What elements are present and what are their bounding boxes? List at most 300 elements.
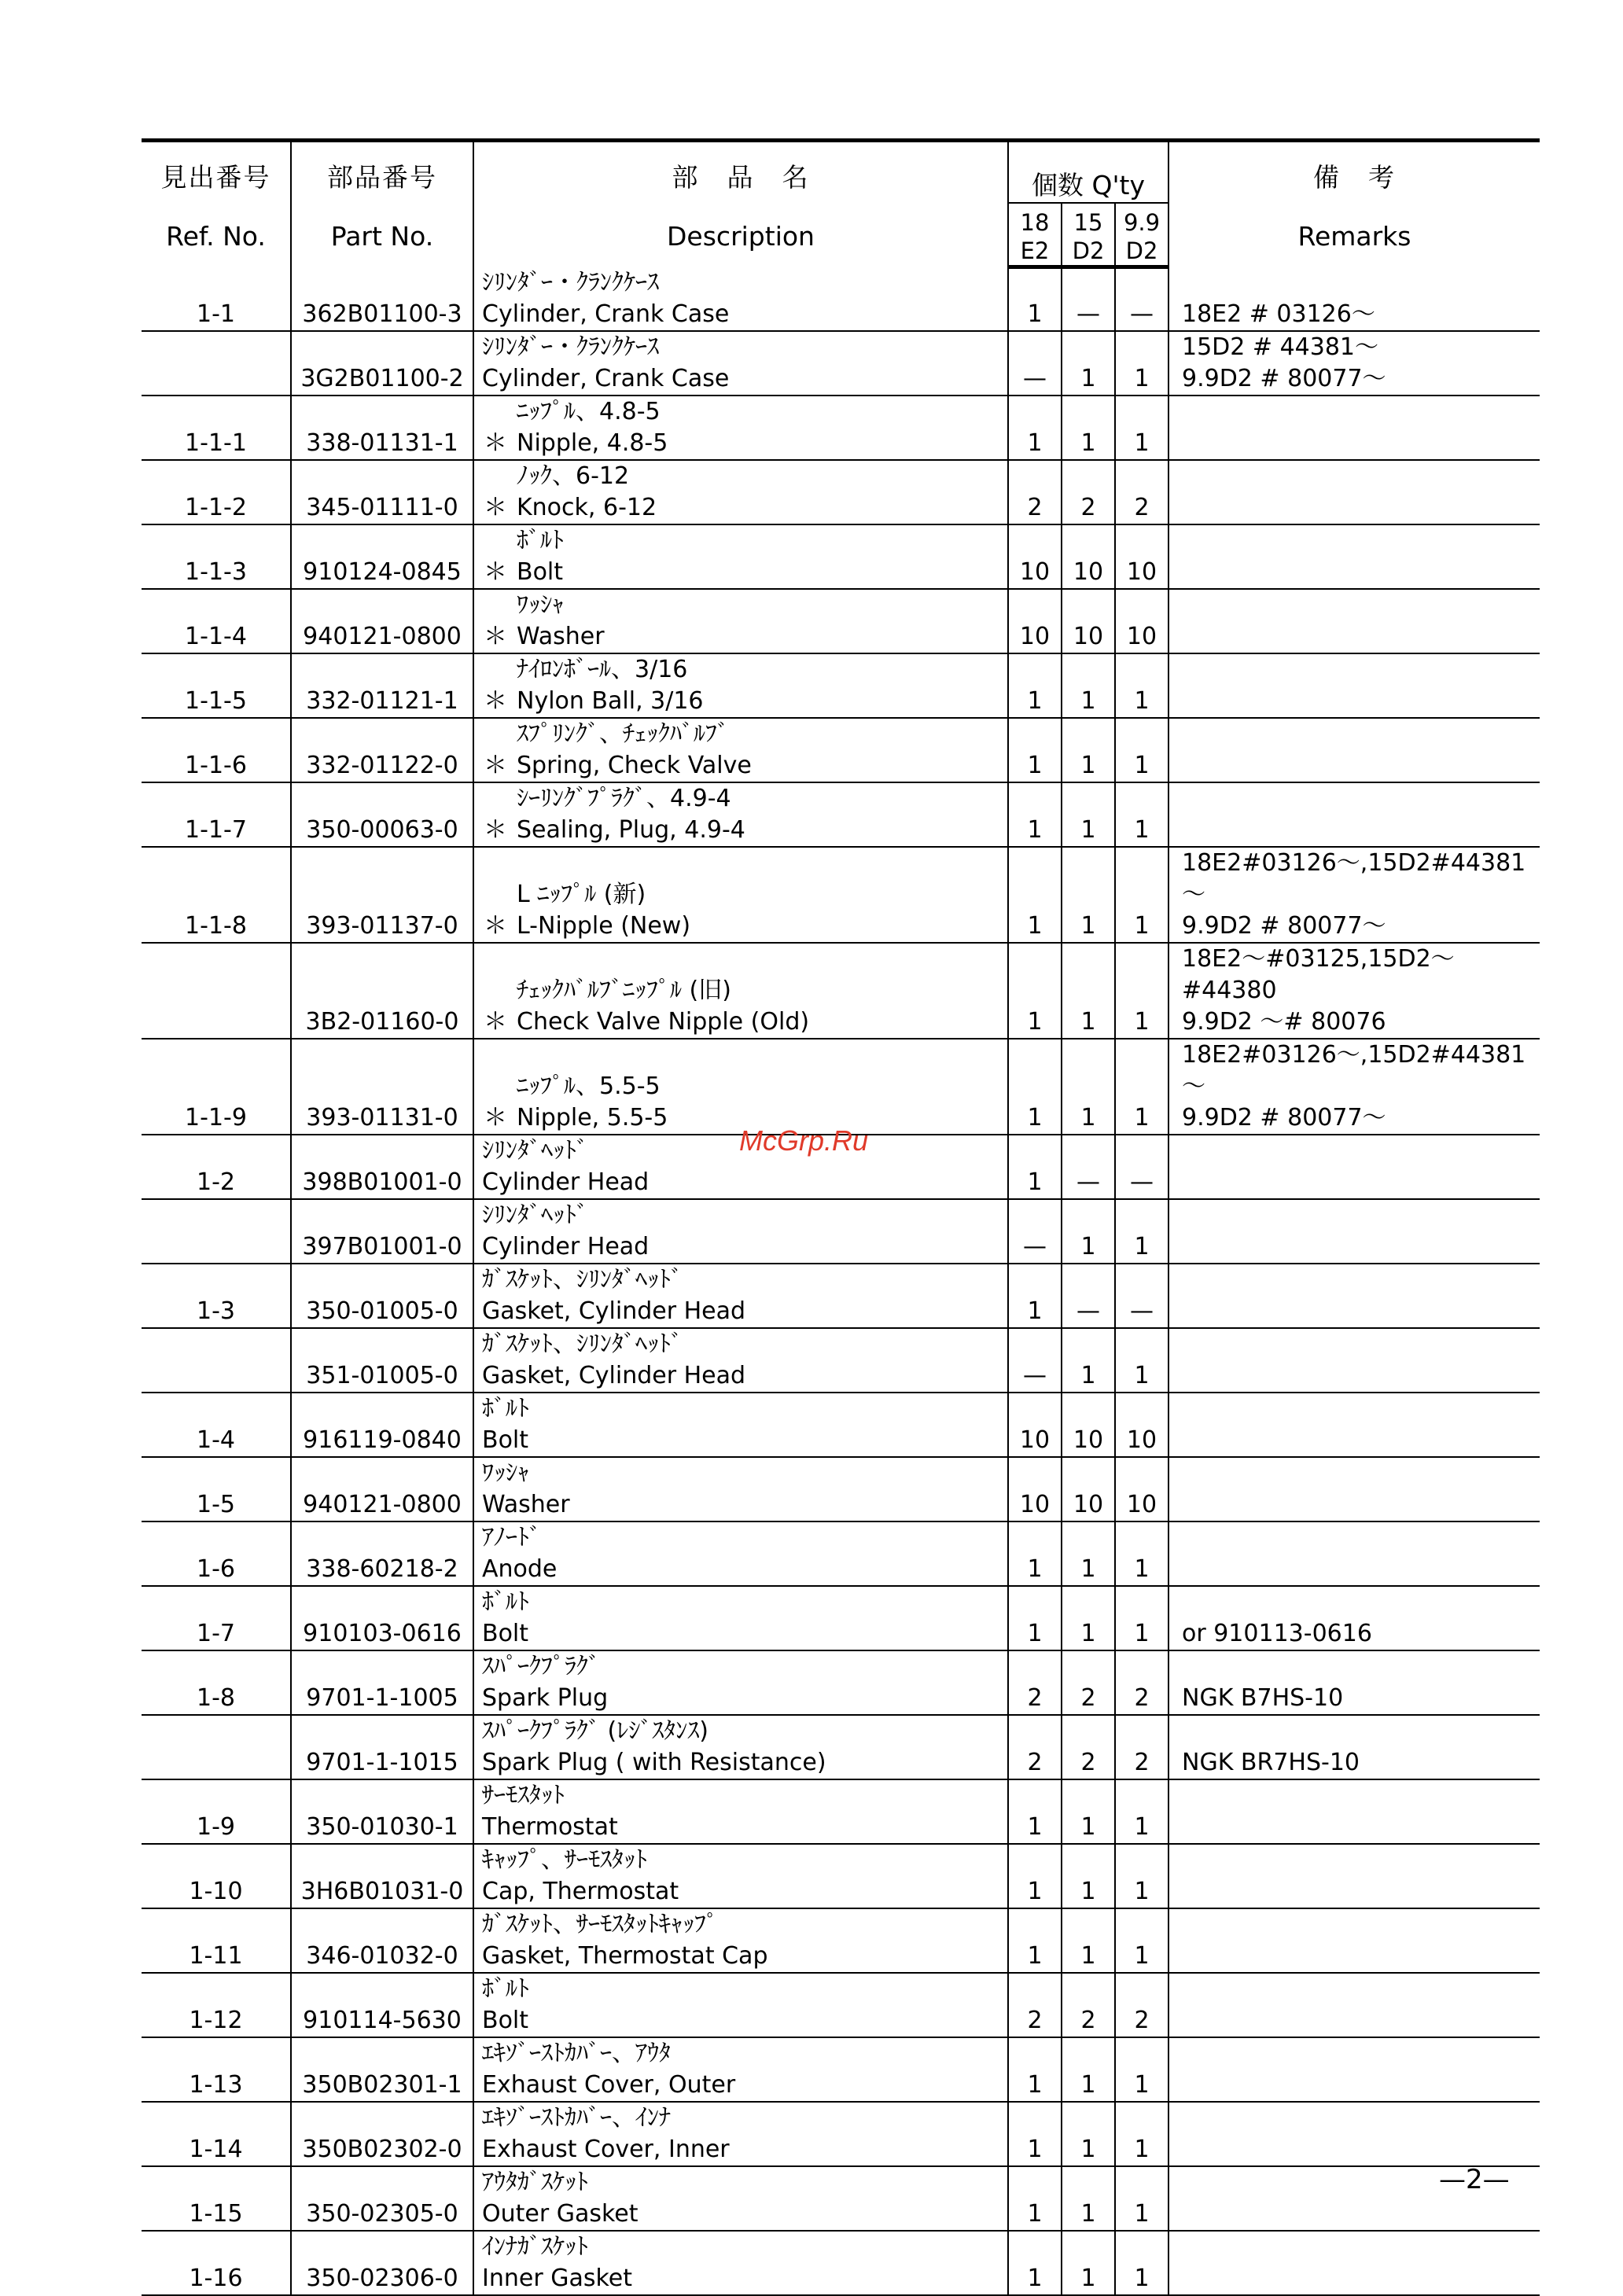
remarks-line-1 [1182,719,1540,750]
qty-18e2: 1 [1008,2037,1062,2102]
remarks-line-2: 9.9D2 # 80077～ [1182,912,1386,940]
part-no: 3B2-01160-0 [291,943,473,1039]
remarks-line-2: or 910113-0616 [1182,1620,1372,1647]
qty-99d2: 10 [1115,1457,1168,1521]
description [473,1264,1008,1328]
parts-body [142,267,1540,2296]
table-row [142,1779,1540,1844]
remarks [1168,267,1540,332]
remarks [1168,1586,1540,1650]
description-jp: ﾉｯｸ、6-12 [517,462,630,490]
remarks-line-2 [1182,686,1540,717]
remarks-line-1 [1182,654,1540,686]
description-jp: ｼﾘﾝﾀﾞﾍｯﾄﾞ [482,1137,588,1165]
description-en: Thermostat [482,1813,618,1841]
header-part: 部品番号 Part No. [291,141,473,267]
part-no: 350-00063-0 [291,782,473,847]
qty-18e2: 1 [1008,1779,1062,1844]
remarks-line-1 [1182,267,1540,299]
description-jp: ｶﾞｽｹｯﾄ、ｼﾘﾝﾀﾞﾍｯﾄﾞ [482,1266,683,1293]
remarks [1168,1457,1540,1521]
qty-99d2: 1 [1115,1908,1168,1973]
description-en: Nylon Ball, 3/16 [517,687,704,715]
remarks [1168,943,1540,1039]
description-en: Washer [517,623,605,650]
remarks-line-2 [1182,1296,1540,1327]
description-jp: ｷｬｯﾌﾟ、ｻｰﾓｽﾀｯﾄ [482,1846,647,1874]
ref-no: 1-16 [142,2231,291,2295]
description-jp: ﾅｲﾛﾝﾎﾞｰﾙ、3/16 [517,656,688,683]
part-no: 3G2B01100-2 [291,331,473,396]
remarks-line-2 [1182,1876,1540,1908]
remarks-line-2 [1182,815,1540,846]
part-no: 397B01001-0 [291,1199,473,1264]
description-en: Washer [482,1491,570,1518]
description-en: Outer Gasket [482,2200,639,2228]
ref-no: 1-5 [142,1457,291,1521]
ref-no: 1-1-1 [142,396,291,460]
table-row [142,2037,1540,2102]
remarks [1168,1779,1540,1844]
qty-99d2: — [1115,1135,1168,1199]
description-jp: ﾁｪｯｸﾊﾞﾙﾌﾞﾆｯﾌﾟﾙ (旧) [517,977,731,1004]
part-no: 345-01111-0 [291,460,473,524]
qty-99d2: 1 [1115,2166,1168,2231]
description-en: Spring, Check Valve [517,752,752,779]
remarks [1168,589,1540,653]
qty-15d2: 1 [1062,782,1115,847]
description [473,1586,1008,1650]
table-row [142,2102,1540,2166]
remarks [1168,1650,1540,1715]
description [473,1039,1008,1135]
ref-no: 1-1 [142,267,291,332]
description-en: Cylinder Head [482,1168,650,1196]
qty-15d2: 2 [1062,1650,1115,1715]
remarks-line-2: 9.9D2 ～# 80076 [1182,1008,1386,1036]
qty-15d2: 1 [1062,2102,1115,2166]
qty-15d2: 2 [1062,1715,1115,1779]
table-row [142,589,1540,653]
ref-no [142,1199,291,1264]
part-no: 350B02302-0 [291,2102,473,2166]
table-row [142,782,1540,847]
qty-99d2: 1 [1115,718,1168,782]
description-jp: L ﾆｯﾌﾟﾙ (新) [517,881,646,908]
remarks-line-1: 15D2 # 44381～ [1182,333,1379,361]
table-row [142,460,1540,524]
qty-99d2: 1 [1115,1328,1168,1393]
description [473,2102,1008,2166]
qty-18e2: 2 [1008,1650,1062,1715]
ref-no: 1-1-7 [142,782,291,847]
qty-99d2: 1 [1115,2037,1168,2102]
table-row [142,943,1540,1039]
qty-99d2: 1 [1115,847,1168,943]
part-no: 393-01131-0 [291,1039,473,1135]
remarks-line-1 [1182,1393,1540,1425]
part-no: 350-01030-1 [291,1779,473,1844]
part-no: 351-01005-0 [291,1328,473,1393]
qty-99d2: 1 [1115,2231,1168,2295]
part-no: 346-01032-0 [291,1908,473,1973]
qty-15d2: 1 [1062,718,1115,782]
remarks-line-2 [1182,492,1540,524]
part-no: 350-02305-0 [291,2166,473,2231]
table-row [142,1844,1540,1908]
description-en: Anode [482,1555,558,1583]
qty-15d2: 10 [1062,589,1115,653]
description-jp: ｲﾝﾅｶﾞｽｹｯﾄ [482,2233,588,2261]
ref-no [142,943,291,1039]
description [473,1199,1008,1264]
description-jp: ｶﾞｽｹｯﾄ、ｻｰﾓｽﾀｯﾄｷｬｯﾌﾟ [482,1911,718,1938]
description [473,331,1008,396]
description-en: Cylinder, Crank Case [482,300,730,328]
header-qty-18e2: 18 E2 [1008,203,1062,267]
description-en: Cylinder, Crank Case [482,365,730,392]
description [473,1844,1008,1908]
qty-18e2: 1 [1008,1135,1062,1199]
remarks [1168,1264,1540,1328]
asterisk-mark: ＊ [484,429,507,457]
description-jp: ﾆｯﾌﾟﾙ、5.5-5 [517,1073,661,1100]
ref-no: 1-9 [142,1779,291,1844]
remarks-line-2 [1182,2263,1540,2294]
qty-99d2: 1 [1115,653,1168,718]
parts-table [142,138,1540,2296]
ref-no: 1-2 [142,1135,291,1199]
qty-15d2: 10 [1062,1457,1115,1521]
ref-no: 1-1-6 [142,718,291,782]
description-en: Sealing, Plug, 4.9-4 [517,816,745,844]
remarks-line-1 [1182,2232,1540,2263]
part-no: 338-01131-1 [291,396,473,460]
remarks [1168,460,1540,524]
part-no: 362B01100-3 [291,267,473,332]
description [473,1457,1008,1521]
qty-15d2: 1 [1062,396,1115,460]
qty-99d2: 1 [1115,782,1168,847]
description [473,1328,1008,1393]
qty-15d2: 2 [1062,1973,1115,2037]
remarks [1168,1908,1540,1973]
remarks-line-1 [1182,461,1540,492]
ref-no: 1-1-9 [142,1039,291,1135]
description [473,1779,1008,1844]
description-en: Bolt [482,2007,529,2034]
description-en: Inner Gasket [482,2265,632,2292]
part-no: 9701-1-1005 [291,1650,473,1715]
asterisk-mark: ＊ [484,623,507,650]
remarks-line-2 [1182,428,1540,459]
part-no: 398B01001-0 [291,1135,473,1199]
description-jp: ﾎﾞﾙﾄ [517,527,564,554]
remarks-line-1 [1182,1780,1540,1812]
part-no: 338-60218-2 [291,1521,473,1586]
remarks [1168,1521,1540,1586]
qty-99d2: 1 [1115,1521,1168,1586]
remarks-line-2: 9.9D2 # 80077～ [1182,365,1386,392]
qty-18e2: 2 [1008,460,1062,524]
ref-no: 1-15 [142,2166,291,2231]
description-en: Bolt [517,558,564,586]
qty-99d2: 2 [1115,460,1168,524]
remarks-line-2 [1182,1554,1540,1585]
description-jp: ﾜｯｼｬ [517,591,564,619]
part-no: 9701-1-1015 [291,1715,473,1779]
remarks-line-1 [1182,525,1540,557]
ref-no: 1-1-8 [142,847,291,943]
description [473,1521,1008,1586]
remarks-line-2 [1182,1941,1540,1972]
remarks-line-2: 18E2 # 03126～ [1182,300,1375,328]
description-en: Exhaust Cover, Outer [482,2071,736,2099]
table-row [142,1715,1540,1779]
ref-no: 1-7 [142,1586,291,1650]
remarks-line-2 [1182,1231,1540,1263]
description-en: Nipple, 5.5-5 [517,1104,668,1131]
qty-15d2: 1 [1062,1039,1115,1135]
description-jp: ｱﾉｰﾄﾞ [482,1524,541,1551]
qty-18e2: 10 [1008,589,1062,653]
qty-18e2: 1 [1008,2102,1062,2166]
remarks [1168,1135,1540,1199]
description [473,718,1008,782]
table-row [142,1039,1540,1135]
description-jp: ｽﾊﾟｰｸﾌﾟﾗｸﾞ (ﾚｼﾞｽﾀﾝｽ) [482,1717,708,1745]
table-row [142,331,1540,396]
description-jp: ｴｷｿﾞｰｽﾄｶﾊﾞｰ、ｱｳﾀ [482,2040,671,2067]
table-row [142,2166,1540,2231]
qty-15d2: — [1062,1135,1115,1199]
qty-18e2: 1 [1008,943,1062,1039]
qty-15d2: 1 [1062,653,1115,718]
remarks-line-2: 9.9D2 # 80077～ [1182,1104,1386,1131]
asterisk-mark: ＊ [484,494,507,521]
description [473,782,1008,847]
qty-15d2: 1 [1062,1521,1115,1586]
qty-99d2: 1 [1115,331,1168,396]
part-no: 910103-0616 [291,1586,473,1650]
table-row [142,1264,1540,1328]
table-row [142,524,1540,589]
qty-99d2: 10 [1115,1393,1168,1457]
table-row [142,1457,1540,1521]
qty-18e2: 1 [1008,782,1062,847]
description [473,460,1008,524]
description-jp: ﾎﾞﾙﾄ [482,1395,529,1422]
part-no: 940121-0800 [291,589,473,653]
qty-99d2: 1 [1115,1586,1168,1650]
header-remarks: 備 考 Remarks [1168,141,1540,267]
table-row [142,1521,1540,1586]
ref-no: 1-1-5 [142,653,291,718]
description [473,653,1008,718]
qty-99d2: 1 [1115,1779,1168,1844]
qty-15d2: 1 [1062,1199,1115,1264]
ref-no: 1-1-3 [142,524,291,589]
qty-18e2: — [1008,1199,1062,1264]
part-no: 910124-0845 [291,524,473,589]
qty-99d2: 2 [1115,1973,1168,2037]
remarks-line-2: NGK BR7HS-10 [1182,1749,1360,1776]
remarks [1168,1039,1540,1135]
remarks-line-1: 18E2#03126～,15D2#44381～ [1182,1041,1526,1100]
description [473,396,1008,460]
remarks [1168,396,1540,460]
description [473,1393,1008,1457]
table-row [142,1973,1540,2037]
page-number: —2— [1439,2164,1510,2195]
remarks [1168,847,1540,943]
remarks-line-1 [1182,2103,1540,2134]
header-qty-99d2: 9.9 D2 [1115,203,1168,267]
ref-no: 1-6 [142,1521,291,1586]
remarks-line-1 [1182,1909,1540,1941]
description-en: Bolt [482,1620,529,1647]
remarks-line-2 [1182,2134,1540,2165]
ref-no [142,1715,291,1779]
remarks-line-1 [1182,783,1540,815]
description-en: Check Valve Nipple (Old) [517,1008,810,1036]
description-en: L-Nipple (New) [517,912,691,940]
qty-15d2: 10 [1062,1393,1115,1457]
description [473,524,1008,589]
description [473,847,1008,943]
header-qty-15d2: 15 D2 [1062,203,1115,267]
qty-99d2: 1 [1115,1199,1168,1264]
ref-no [142,1328,291,1393]
description-jp: ｼﾘﾝﾀﾞｰ・ｸﾗﾝｸｹｰｽ [482,333,659,361]
remarks-line-1 [1182,1200,1540,1231]
part-no: 393-01137-0 [291,847,473,943]
qty-18e2: 1 [1008,1586,1062,1650]
remarks [1168,2037,1540,2102]
description-en: Gasket, Cylinder Head [482,1297,746,1325]
remarks [1168,1973,1540,2037]
remarks-line-1 [1182,1135,1540,1167]
remarks [1168,1393,1540,1457]
description-jp: ｼﾘﾝﾀﾞﾍｯﾄﾞ [482,1201,588,1229]
qty-18e2: 2 [1008,1973,1062,2037]
table-row [142,1650,1540,1715]
table-row [142,653,1540,718]
ref-no: 1-10 [142,1844,291,1908]
table-row [142,1328,1540,1393]
qty-15d2: 1 [1062,943,1115,1039]
header-qty: 個数 Q'ty [1008,141,1168,204]
description-jp: ｼｰﾘﾝｸﾞﾌﾟﾗｸﾞ、4.9-4 [517,785,731,812]
part-no: 350-01005-0 [291,1264,473,1328]
description-en: Cylinder Head [482,1233,650,1260]
asterisk-mark: ＊ [484,558,507,586]
table-row [142,267,1540,332]
remarks-line-2 [1182,2005,1540,2037]
remarks-line-2 [1182,1812,1540,1843]
qty-18e2: 10 [1008,1393,1062,1457]
remarks-line-1 [1182,1329,1540,1360]
qty-18e2: 1 [1008,1521,1062,1586]
remarks [1168,1199,1540,1264]
remarks-line-1 [1182,1264,1540,1296]
description [473,1908,1008,1973]
description-jp: ｻｰﾓｽﾀｯﾄ [482,1782,565,1809]
table-row [142,396,1540,460]
qty-99d2: 10 [1115,524,1168,589]
remarks-line-1 [1182,1651,1540,1683]
ref-no: 1-11 [142,1908,291,1973]
ref-no: 1-4 [142,1393,291,1457]
remarks [1168,524,1540,589]
part-no: 332-01121-1 [291,653,473,718]
qty-18e2: 1 [1008,1039,1062,1135]
part-no: 350B02301-1 [291,2037,473,2102]
header-description: 部 品 名 Description [473,141,1008,267]
watermark: McGrp.Ru [739,1124,869,1157]
qty-15d2: 1 [1062,1586,1115,1650]
asterisk-mark: ＊ [484,1104,507,1131]
remarks-line-2 [1182,1489,1540,1521]
description-en: Spark Plug [482,1684,609,1712]
remarks-line-1 [1182,1845,1540,1876]
part-no: 3H6B01031-0 [291,1844,473,1908]
description [473,2231,1008,2295]
remarks-line-2 [1182,621,1540,653]
part-no: 350-02306-0 [291,2231,473,2295]
description [473,267,1008,332]
remarks [1168,1844,1540,1908]
qty-18e2: 1 [1008,1844,1062,1908]
qty-15d2: 10 [1062,524,1115,589]
remarks-line-2 [1182,2070,1540,2101]
qty-99d2: 2 [1115,1715,1168,1779]
qty-15d2: 1 [1062,1328,1115,1393]
qty-15d2: 1 [1062,2166,1115,2231]
description-en: Spark Plug ( with Resistance) [482,1749,826,1776]
qty-18e2: — [1008,331,1062,396]
qty-15d2: 1 [1062,847,1115,943]
ref-no [142,331,291,396]
description-jp: ﾆｯﾌﾟﾙ、4.8-5 [517,398,661,425]
ref-no: 1-12 [142,1973,291,2037]
qty-99d2: 1 [1115,396,1168,460]
qty-18e2: 1 [1008,718,1062,782]
asterisk-mark: ＊ [484,1008,507,1036]
ref-no: 1-14 [142,2102,291,2166]
remarks-line-1: 18E2#03126～,15D2#44381～ [1182,849,1526,908]
qty-18e2: 1 [1008,847,1062,943]
asterisk-mark: ＊ [484,816,507,844]
qty-18e2: 1 [1008,653,1062,718]
description [473,2166,1008,2231]
remarks-line-2: NGK B7HS-10 [1182,1684,1344,1712]
description-jp: ｽﾊﾟｰｸﾌﾟﾗｸﾞ [482,1653,600,1680]
remarks-line-1: 18E2～#03125,15D2～#44380 [1182,945,1455,1004]
ref-no: 1-1-4 [142,589,291,653]
remarks-line-1 [1182,1716,1540,1747]
remarks [1168,653,1540,718]
qty-15d2: 1 [1062,2037,1115,2102]
table-row [142,1199,1540,1264]
remarks [1168,2231,1540,2295]
description [473,1650,1008,1715]
description [473,2037,1008,2102]
remarks-line-1 [1182,1522,1540,1554]
description-en: Exhaust Cover, Inner [482,2136,730,2163]
description [473,1973,1008,2037]
table-row [142,1393,1540,1457]
